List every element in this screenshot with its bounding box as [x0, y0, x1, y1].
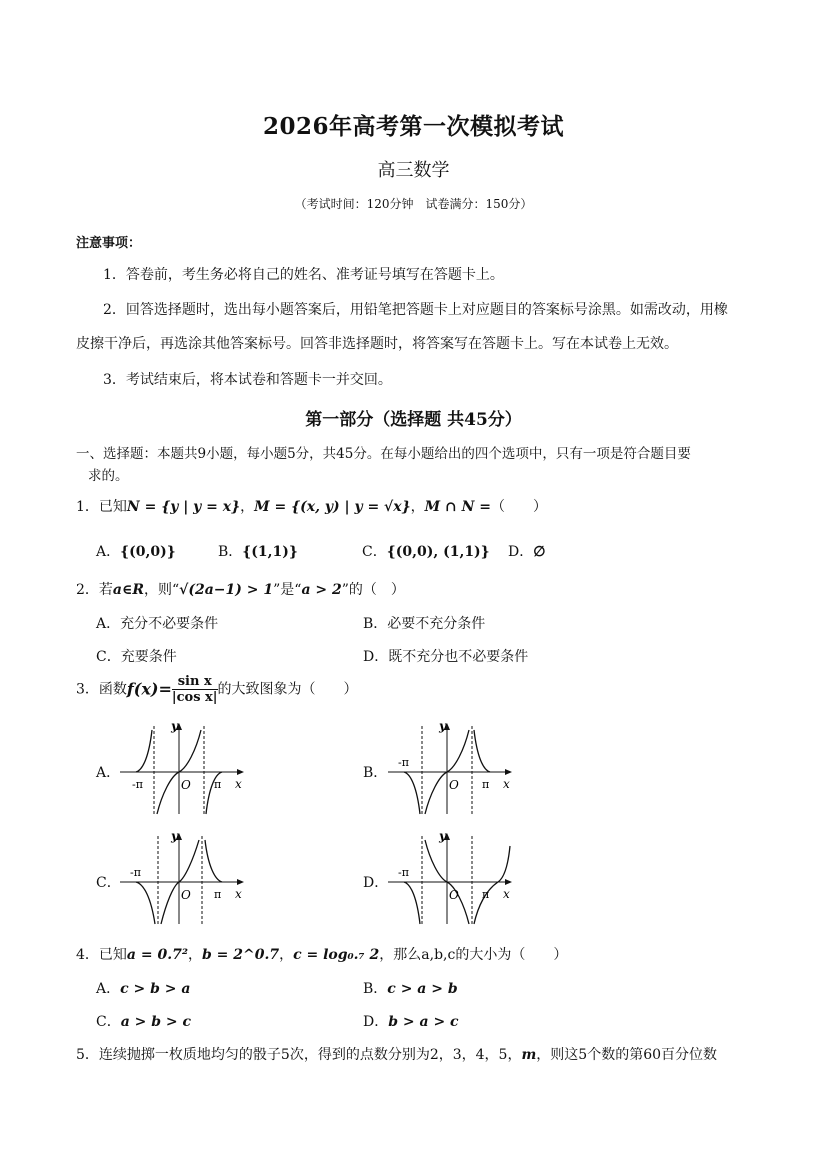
q4-sep2: ， [279, 947, 294, 963]
option-letter: A． [96, 616, 121, 632]
option-letter: C． [362, 544, 387, 560]
q2-inequality-2: a > 2 [301, 582, 342, 598]
q3-graph-c [118, 826, 248, 926]
neg-pi-label: -π [398, 866, 409, 879]
curve-right [474, 730, 490, 772]
q1-sep1: ， [240, 499, 255, 515]
q2-condition: a∈R [112, 582, 144, 598]
exam-subject: 高三数学 [377, 160, 450, 181]
x-axis-arrow [505, 769, 512, 775]
notice-item-3: 3．考试结束后，将本试卷和答题卡一并交回。 [103, 372, 392, 388]
section-intro-line1: 一、选择题：本题共9小题，每小题5分，共45分。在每小题给出的四个选项中，只有一项是符合题目要 [76, 446, 691, 462]
q2-text3: ”的（ ） [341, 582, 405, 598]
q5-text2: ，则这5个数的第60百分位数 [536, 1047, 718, 1063]
q2-option-a [96, 613, 218, 633]
q3-option-c-letter: C． [96, 875, 121, 891]
q1-sep2: ， [410, 499, 425, 515]
neg-pi-label: -π [132, 778, 143, 791]
q2-option-d [363, 646, 528, 666]
curve-left [404, 882, 420, 924]
q1-paren: （ ） [491, 499, 547, 515]
exam-time-info: （考试时间：120分钟 试卷满分：150分） [294, 197, 533, 211]
option-value: a > b > c [120, 1014, 192, 1030]
x-label: x [503, 887, 510, 901]
q4-option-d [363, 1011, 459, 1031]
origin-label: O [449, 888, 459, 902]
exam-title: 2026年高考第一次模拟考试 [262, 113, 564, 140]
option-value: 既不充分也不必要条件 [388, 649, 529, 665]
curve-left [404, 772, 420, 814]
curve-left [136, 882, 155, 924]
y-label: y [171, 829, 178, 843]
option-value: c > a > b [387, 981, 458, 997]
q4-option-a [96, 978, 190, 998]
x-axis-arrow [237, 769, 244, 775]
q3-fraction [172, 674, 218, 705]
q4-sep1: ， [187, 947, 202, 963]
option-value: ∅ [533, 544, 546, 560]
option-letter: B． [363, 981, 388, 997]
q4-option-c [96, 1011, 191, 1031]
q1-option-b [218, 541, 298, 561]
question-3 [76, 674, 358, 705]
q1-option-c [362, 541, 490, 561]
q1-option-d [508, 541, 545, 561]
q4-number: 4．已知 [76, 947, 127, 963]
neg-pi-label: -π [398, 756, 409, 769]
q3-number: 3．函数 [76, 681, 127, 698]
curve-right [474, 846, 510, 924]
q3-option-a-letter: A． [96, 765, 121, 781]
option-value: 充要条件 [120, 649, 177, 665]
q4-b: b = 2^0.7 [201, 947, 280, 963]
x-label: x [235, 777, 242, 791]
y-label: y [439, 829, 446, 843]
q3-graph-d [386, 826, 516, 926]
question-5 [76, 1044, 717, 1064]
notice-heading: 注意事项： [76, 236, 142, 251]
y-label: y [171, 719, 178, 733]
q3-option-d-letter: D． [363, 875, 389, 891]
q5-text1: 5．连续抛掷一枚质地均匀的骰子5次，得到的点数分别为2，3，4，5， [76, 1047, 522, 1063]
option-letter: A． [96, 981, 121, 997]
origin-label: O [181, 888, 191, 902]
option-letter: C． [96, 1014, 121, 1030]
q3-numerator: sin x [172, 674, 218, 690]
question-4 [76, 944, 567, 964]
x-label: x [235, 887, 242, 901]
q4-option-b [363, 978, 458, 998]
curve-left [136, 730, 152, 772]
q2-text1: ，则“ [144, 582, 180, 598]
section-title: 第一部分（选择题 共45分） [305, 410, 522, 430]
option-letter: D． [363, 1014, 389, 1030]
q1-option-a [96, 541, 176, 561]
q3-graph-b [386, 716, 516, 816]
question-2 [76, 579, 405, 599]
q2-option-c [96, 646, 177, 666]
pi-label: π [214, 888, 222, 901]
option-value: {(0,0)} [120, 544, 176, 560]
option-letter: B． [363, 616, 388, 632]
curve-right [205, 840, 222, 882]
q3-text: 的大致图象为（ ） [217, 681, 358, 698]
q1-expr: M ∩ N = [424, 499, 491, 515]
q1-set-m: M = {(x, y) | y = √x} [254, 499, 411, 515]
option-letter: B． [218, 544, 243, 560]
section-intro-line2: 求的。 [88, 468, 129, 484]
q3-denominator: |cos x| [171, 690, 218, 705]
question-1 [76, 496, 547, 516]
q2-option-b [363, 613, 485, 633]
option-value: b > a > c [388, 1014, 459, 1030]
option-value: 充分不必要条件 [120, 616, 219, 632]
option-letter: D． [363, 649, 389, 665]
option-letter: A． [96, 544, 121, 560]
q3-option-b-letter: B． [363, 765, 388, 781]
pi-label: π [214, 778, 222, 791]
pi-label: π [482, 778, 490, 791]
notice-item-2-line2: 皮擦干净后，再选涂其他答案标号。回答非选择题时，将答案写在答题卡上。写在本试卷上无效。 [76, 336, 678, 352]
option-letter: D． [508, 544, 534, 560]
q2-inequality-1: √(2a−1) > 1 [179, 582, 274, 598]
origin-label: O [181, 778, 191, 792]
y-label: y [439, 719, 446, 733]
option-value: {(1,1)} [242, 544, 298, 560]
q4-a: a = 0.7² [126, 947, 188, 963]
q5-m: m [521, 1047, 537, 1063]
pi-label: π [482, 888, 490, 901]
q1-number: 1．已知 [76, 499, 127, 515]
q4-text: ，那么a,b,c的大小为（ ） [379, 947, 568, 963]
q3-graph-a [118, 716, 248, 816]
option-letter: C． [96, 649, 121, 665]
option-value: c > b > a [120, 981, 191, 997]
option-value: 必要不充分条件 [387, 616, 486, 632]
q1-set-n: N = {y | y = x} [126, 499, 241, 515]
origin-label: O [449, 778, 459, 792]
neg-pi-label: -π [130, 866, 141, 879]
q4-c: c = log₀.₇ 2 [293, 947, 380, 963]
x-axis-arrow [237, 879, 244, 885]
q2-number: 2．若 [76, 582, 113, 598]
notice-item-1: 1．答卷前，考生务必将自己的姓名、准考证号填写在答题卡上。 [103, 267, 504, 283]
notice-item-2-line1: 2．回答选择题时，选出每小题答案后，用铅笔把答题卡上对应题目的答案标号涂黑。如需改动，用橡 [103, 302, 728, 318]
option-value: {(0,0), (1,1)} [386, 544, 490, 560]
x-axis-arrow [505, 879, 512, 885]
x-label: x [503, 777, 510, 791]
q2-text2: ”是“ [273, 582, 302, 598]
q3-function: f(x)= [126, 679, 172, 699]
